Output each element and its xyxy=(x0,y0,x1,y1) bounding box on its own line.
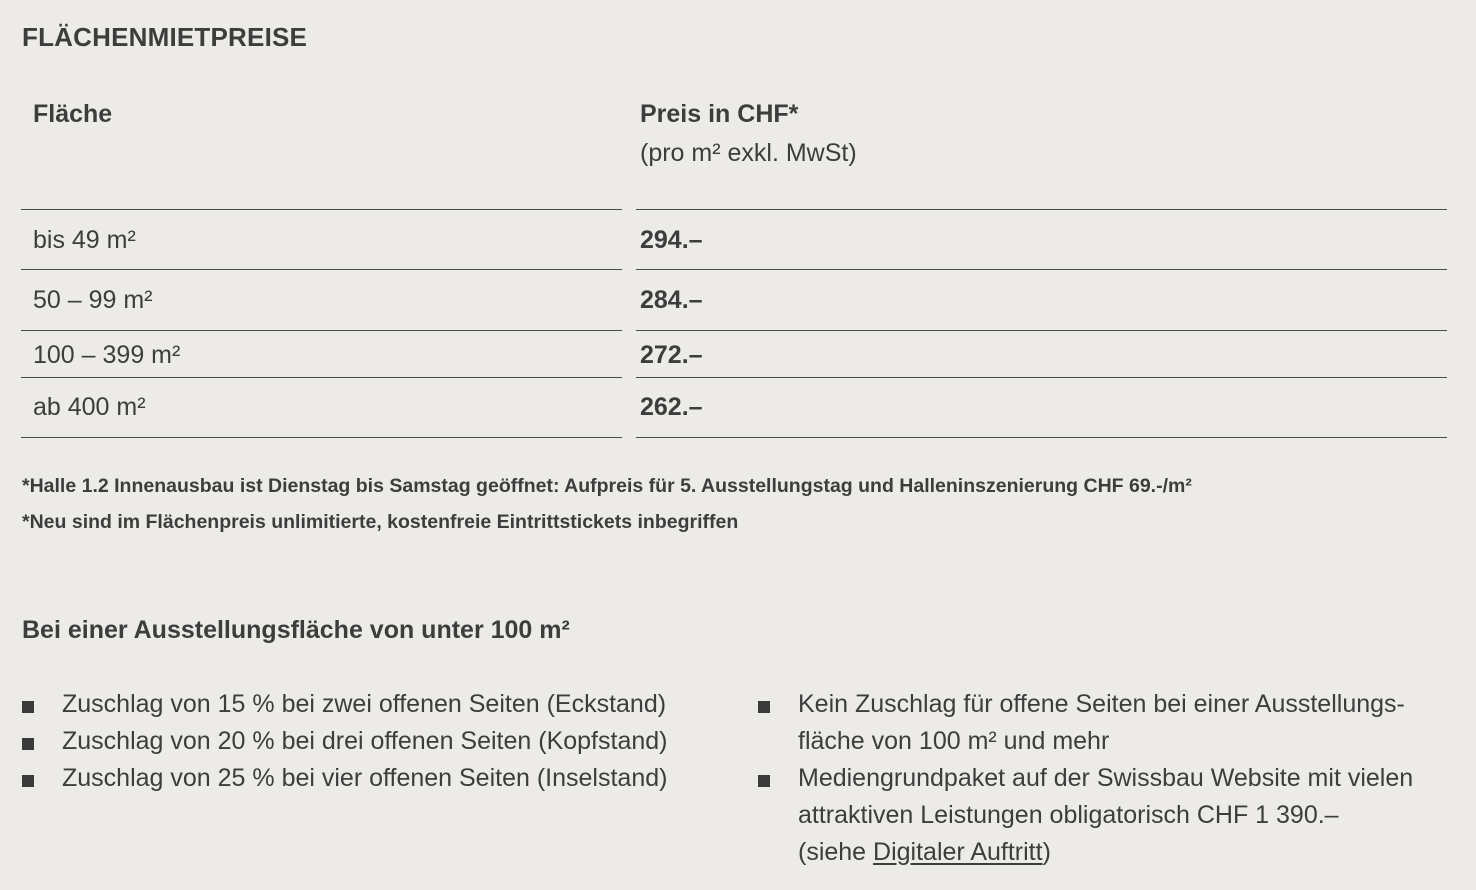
list-item-text-with-link xyxy=(798,834,1413,871)
table-divider xyxy=(21,330,622,331)
section-title: FLÄCHENMIETPREISE xyxy=(22,22,308,52)
price-cell: 272.– xyxy=(640,341,703,369)
list-item-text: attraktiven Leistungen obligatorisch CHF 1 390.– xyxy=(798,801,1339,829)
digital-presence-link[interactable]: Digitaler Auftritt xyxy=(873,838,1043,866)
link-suffix: ) xyxy=(1042,838,1051,866)
price-cell: 262.– xyxy=(640,393,703,421)
price-cell: 294.– xyxy=(640,226,703,254)
table-divider xyxy=(21,377,622,378)
table-divider xyxy=(21,269,622,270)
square-bullet-icon xyxy=(22,701,34,713)
square-bullet-icon xyxy=(758,775,770,787)
list-item-text: Mediengrundpaket auf der Swissbau Website mit vielen xyxy=(798,764,1414,792)
list-item xyxy=(758,686,1413,760)
area-cell: 50 – 99 m² xyxy=(33,286,153,314)
square-bullet-icon xyxy=(22,738,34,750)
link-prefix: (siehe xyxy=(798,838,874,866)
list-item-text: Zuschlag von 25 % bei vier offenen Seiten (Inselstand) xyxy=(62,764,668,792)
table-divider xyxy=(636,437,1447,438)
list-item xyxy=(22,760,667,797)
table-divider xyxy=(636,209,1447,210)
surcharge-title: Bei einer Ausstellungsfläche von unter 100 m² xyxy=(22,616,570,644)
list-item-text: fläche von 100 m² und mehr xyxy=(798,727,1110,755)
table-divider xyxy=(21,437,622,438)
footnote: *Halle 1.2 Innenausbau ist Dienstag bis Samstag geöffnet: Aufpreis für 5. Ausstellungstag und Halleninszenierung CHF 69.-/m² xyxy=(22,475,1192,497)
list-item xyxy=(22,686,667,723)
list-item-text: Kein Zuschlag für offene Seiten bei einer Ausstellungs- xyxy=(798,690,1405,718)
area-cell: ab 400 m² xyxy=(33,393,146,421)
area-cell: bis 49 m² xyxy=(33,226,136,254)
table-divider xyxy=(21,209,622,210)
list-item-text: Zuschlag von 20 % bei drei offenen Seiten (Kopfstand) xyxy=(62,727,668,755)
square-bullet-icon xyxy=(22,775,34,787)
list-item-text: Zuschlag von 15 % bei zwei offenen Seiten (Eckstand) xyxy=(62,690,667,718)
table-divider xyxy=(636,330,1447,331)
column-header-price-subtitle: (pro m² exkl. MwSt) xyxy=(640,139,857,167)
list-item xyxy=(758,760,1413,871)
surcharge-list-right xyxy=(758,686,1413,871)
price-cell: 284.– xyxy=(640,286,703,314)
column-header-price: Preis in CHF* xyxy=(640,100,799,128)
column-header-area: Fläche xyxy=(33,100,113,128)
area-cell: 100 – 399 m² xyxy=(33,341,181,369)
table-divider xyxy=(636,269,1447,270)
footnote: *Neu sind im Flächenpreis unlimitierte, kostenfreie Eintrittstickets inbegriffen xyxy=(22,511,739,533)
surcharge-list-left xyxy=(22,686,667,797)
square-bullet-icon xyxy=(758,701,770,713)
table-divider xyxy=(636,377,1447,378)
list-item xyxy=(22,723,667,760)
